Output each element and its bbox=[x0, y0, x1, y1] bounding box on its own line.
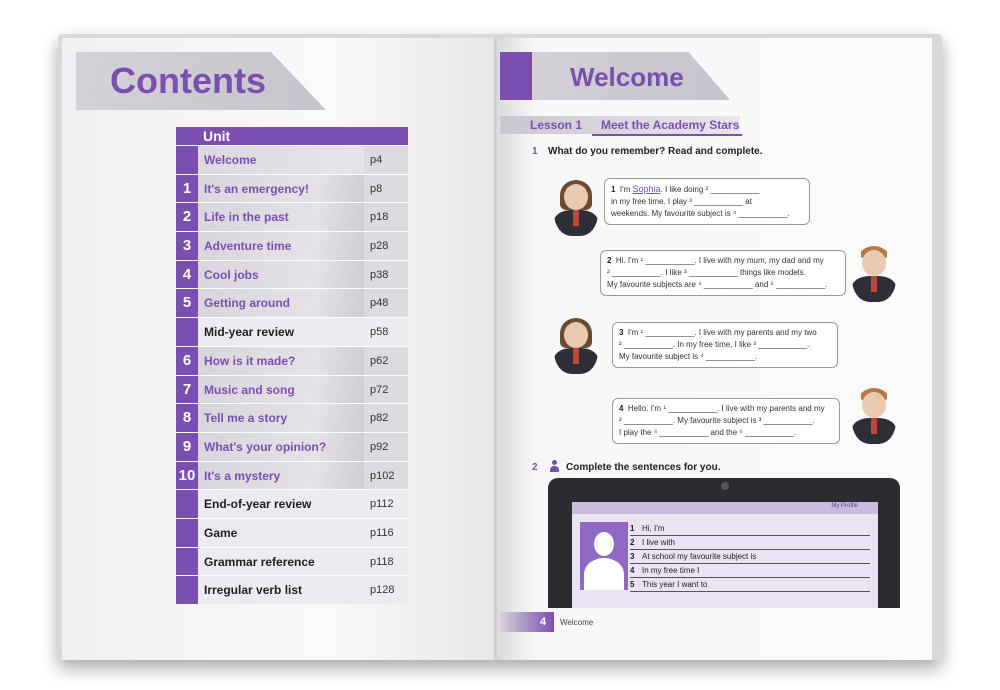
toc-row bbox=[176, 489, 408, 518]
toc-row bbox=[176, 202, 408, 231]
student-photo-girl-2 bbox=[554, 318, 598, 374]
toc-header: Unit bbox=[176, 127, 408, 145]
person-icon bbox=[550, 460, 558, 472]
toc-row bbox=[176, 174, 408, 203]
unit-title: Adventure time bbox=[198, 232, 364, 260]
page-reference: p128 bbox=[364, 576, 408, 604]
page-reference: p72 bbox=[364, 376, 408, 404]
page-reference: p116 bbox=[364, 519, 408, 547]
page-reference: p82 bbox=[364, 404, 408, 432]
page-reference: p58 bbox=[364, 318, 408, 346]
student-photo-boy-1 bbox=[852, 246, 896, 302]
unit-number: 2 bbox=[176, 203, 198, 231]
speech-bubble-3: 3 I'm ¹ ___________. I live with my parents and my two ² ___________. In my free time, I like ³ ___________. My favourite subject is ⁴ ___________. bbox=[612, 322, 838, 368]
toc-row bbox=[176, 145, 408, 174]
unit-number: 7 bbox=[176, 376, 198, 404]
unit-title: End-of-year review bbox=[198, 490, 364, 518]
toc-row bbox=[176, 346, 408, 375]
unit-number bbox=[176, 519, 198, 547]
toc-row bbox=[176, 317, 408, 346]
exercise-number: 1 bbox=[532, 146, 538, 157]
page-number: 4 bbox=[540, 616, 547, 628]
unit-title: Grammar reference bbox=[198, 548, 364, 576]
unit-title: Welcome bbox=[198, 146, 364, 174]
page-reference: p38 bbox=[364, 261, 408, 289]
toc-row bbox=[176, 518, 408, 547]
unit-number bbox=[176, 318, 198, 346]
page-reference: p62 bbox=[364, 347, 408, 375]
camera-icon bbox=[721, 482, 729, 490]
page-reference: p118 bbox=[364, 548, 408, 576]
unit-number: 1 bbox=[176, 175, 198, 203]
unit-title: What's your opinion? bbox=[198, 433, 364, 461]
page-title: Welcome bbox=[570, 62, 684, 92]
welcome-page bbox=[500, 38, 932, 660]
page-reference: p8 bbox=[364, 175, 408, 203]
speech-bubble-4: 4 Hello. I'm ¹ ___________. I live with my parents and my ² ___________. My favourite subject is ³ ___________. I play the ⁴ ___________ and the ⁵ ___________. bbox=[612, 398, 840, 444]
profile-form-line: 5 This year I want to bbox=[630, 580, 870, 592]
exercise-number: 2 bbox=[532, 462, 538, 473]
welcome-tab bbox=[500, 52, 532, 100]
unit-number bbox=[176, 146, 198, 174]
page-reference: p4 bbox=[364, 146, 408, 174]
toc-row bbox=[176, 575, 408, 604]
unit-title: How is it made? bbox=[198, 347, 364, 375]
unit-number: 5 bbox=[176, 289, 198, 317]
page-reference: p18 bbox=[364, 203, 408, 231]
unit-number: 4 bbox=[176, 261, 198, 289]
unit-title: It's a mystery bbox=[198, 462, 364, 490]
exercise-instruction: What do you remember? Read and complete. bbox=[548, 146, 763, 157]
profile-bar-label: My Profile bbox=[831, 503, 858, 509]
footer-label: Welcome bbox=[560, 618, 594, 627]
toc-row bbox=[176, 461, 408, 490]
toc-row bbox=[176, 375, 408, 404]
unit-title: Tell me a story bbox=[198, 404, 364, 432]
unit-title: Life in the past bbox=[198, 203, 364, 231]
page-reference: p48 bbox=[364, 289, 408, 317]
toc-row bbox=[176, 288, 408, 317]
lesson-label: Lesson 1 bbox=[530, 118, 583, 132]
unit-number bbox=[176, 490, 198, 518]
lesson-underline bbox=[592, 134, 742, 136]
page-reference: p102 bbox=[364, 462, 408, 490]
unit-number: 8 bbox=[176, 404, 198, 432]
unit-title: Music and song bbox=[198, 376, 364, 404]
table-of-contents bbox=[176, 127, 408, 604]
profile-header-bar bbox=[572, 502, 878, 514]
unit-title: Mid-year review bbox=[198, 318, 364, 346]
unit-number bbox=[176, 548, 198, 576]
filled-answer: Sophia bbox=[632, 184, 661, 194]
unit-title: Irregular verb list bbox=[198, 576, 364, 604]
profile-avatar-placeholder bbox=[580, 522, 628, 590]
lesson-title: Meet the Academy Stars bbox=[601, 118, 740, 132]
unit-number bbox=[176, 576, 198, 604]
exercise-instruction: Complete the sentences for you. bbox=[566, 462, 721, 473]
unit-title: It's an emergency! bbox=[198, 175, 364, 203]
page-title: Contents bbox=[110, 60, 266, 101]
contents-page bbox=[62, 38, 500, 660]
page-reference: p112 bbox=[364, 490, 408, 518]
unit-number: 6 bbox=[176, 347, 198, 375]
unit-title: Getting around bbox=[198, 289, 364, 317]
unit-number: 3 bbox=[176, 232, 198, 260]
toc-row bbox=[176, 547, 408, 576]
page-reference: p28 bbox=[364, 232, 408, 260]
toc-row bbox=[176, 231, 408, 260]
toc-row bbox=[176, 403, 408, 432]
profile-form-line: 3 At school my favourite subject is bbox=[630, 552, 870, 564]
profile-form-line: 4 In my free time I bbox=[630, 566, 870, 578]
student-photo-girl-1 bbox=[554, 180, 598, 236]
unit-number: 9 bbox=[176, 433, 198, 461]
speech-bubble-1: 1 I'm Sophia. I like doing ² ___________ in my free time. I play ³ ___________ at weekends. My favourite subject is ⁴ ___________. bbox=[604, 178, 810, 225]
toc-row bbox=[176, 260, 408, 289]
unit-number: 10 bbox=[176, 462, 198, 490]
student-photo-boy-2 bbox=[852, 388, 896, 444]
profile-form-line: 1 Hi, I'm bbox=[630, 524, 870, 536]
profile-form-line: 2 I live with bbox=[630, 538, 870, 550]
unit-title: Game bbox=[198, 519, 364, 547]
page-reference: p92 bbox=[364, 433, 408, 461]
toc-row bbox=[176, 432, 408, 461]
speech-bubble-2: 2 Hi. I'm ¹ ___________. I live with my mum, my dad and my ² ___________. I like ³ ___________ things like models. My favourite subjects are ⁴ ___________ and ⁵ ___________. bbox=[600, 250, 846, 296]
unit-title: Cool jobs bbox=[198, 261, 364, 289]
